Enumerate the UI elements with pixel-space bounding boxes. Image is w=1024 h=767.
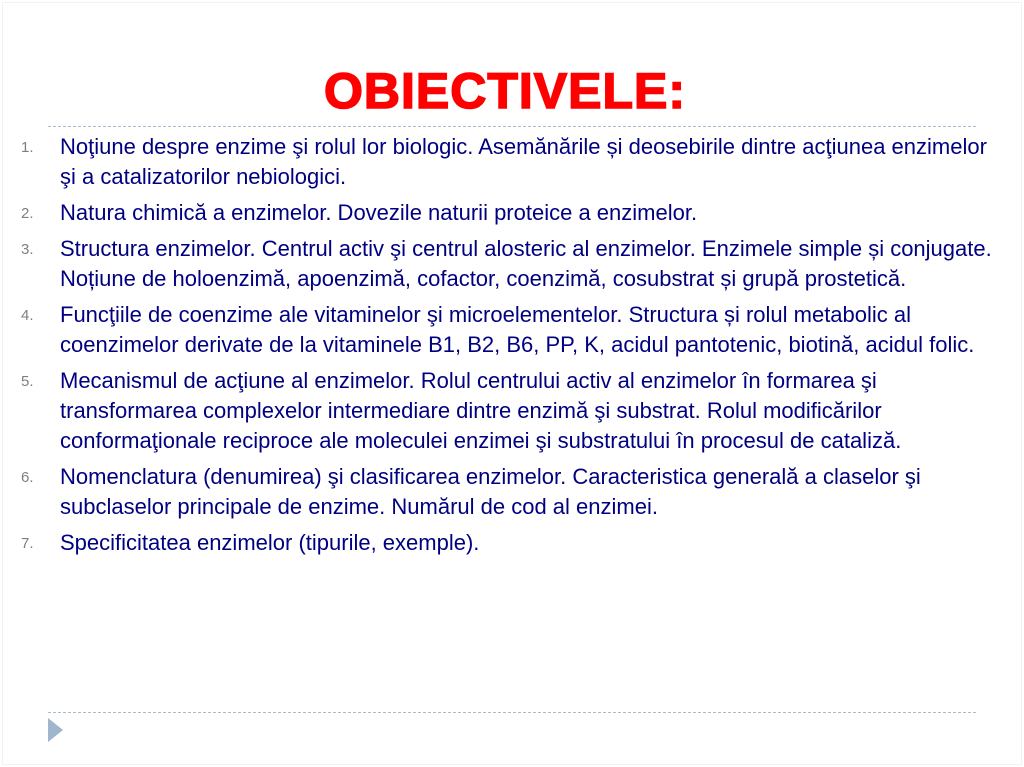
list-item — [0, 300, 1000, 360]
item-text: Specificitatea enzimelor (tipurile, exemple). — [60, 530, 480, 555]
item-text: Structura enzimelor. Centrul activ şi centrul alosteric al enzimelor. Enzimele simple și conjugate. Noțiune de holoenzimă, apoenzimă, cofactor, coenzimă, cosubstrat și grupă prostetică. — [60, 236, 992, 291]
list-item — [0, 198, 1000, 228]
item-number: 2. — [21, 205, 34, 222]
list-item — [0, 462, 1000, 522]
list-item — [0, 234, 1000, 294]
list-item — [0, 366, 1000, 456]
triangle-right-icon — [48, 718, 63, 742]
item-number: 5. — [21, 373, 34, 390]
item-text: Noţiune despre enzime şi rolul lor biologic. Asemănările și deosebirile dintre acţiunea enzimelor şi a catalizatorilor nebiologici. — [60, 134, 987, 189]
bottom-divider — [48, 712, 976, 713]
item-text: Natura chimică a enzimelor. Dovezile naturii proteice a enzimelor. — [60, 200, 698, 225]
objectives-list — [0, 132, 1000, 564]
list-item — [0, 528, 1000, 558]
list-item — [0, 132, 1000, 192]
item-text: Funcţiile de coenzime ale vitaminelor şi microelementelor. Structura și rolul metabolic al coenzimelor derivate de la vitaminele B1, B2, B6, PP, K, acidul pantotenic, biotină, acidul folic. — [60, 302, 975, 357]
item-number: 7. — [21, 535, 34, 552]
item-number: 3. — [21, 241, 34, 258]
item-number: 1. — [21, 139, 34, 156]
item-text: Mecanismul de acţiune al enzimelor. Rolul centrului activ al enzimelor în formarea şi transformarea complexelor intermediare dintre enzimă şi substrat. Rolul modificărilor conformaţionale reciproce ale moleculei enzimei şi substratului în procesul de cataliză. — [60, 368, 902, 453]
top-divider — [48, 126, 976, 127]
item-number: 6. — [21, 469, 34, 486]
item-text: Nomenclatura (denumirea) şi clasificarea enzimelor. Caracteristica generală a claselor şi subclaselor principale de enzime. Numărul de cod al enzimei. — [60, 464, 921, 519]
item-number: 4. — [21, 307, 34, 324]
slide-title: OBIECTIVELE: — [323, 63, 687, 119]
